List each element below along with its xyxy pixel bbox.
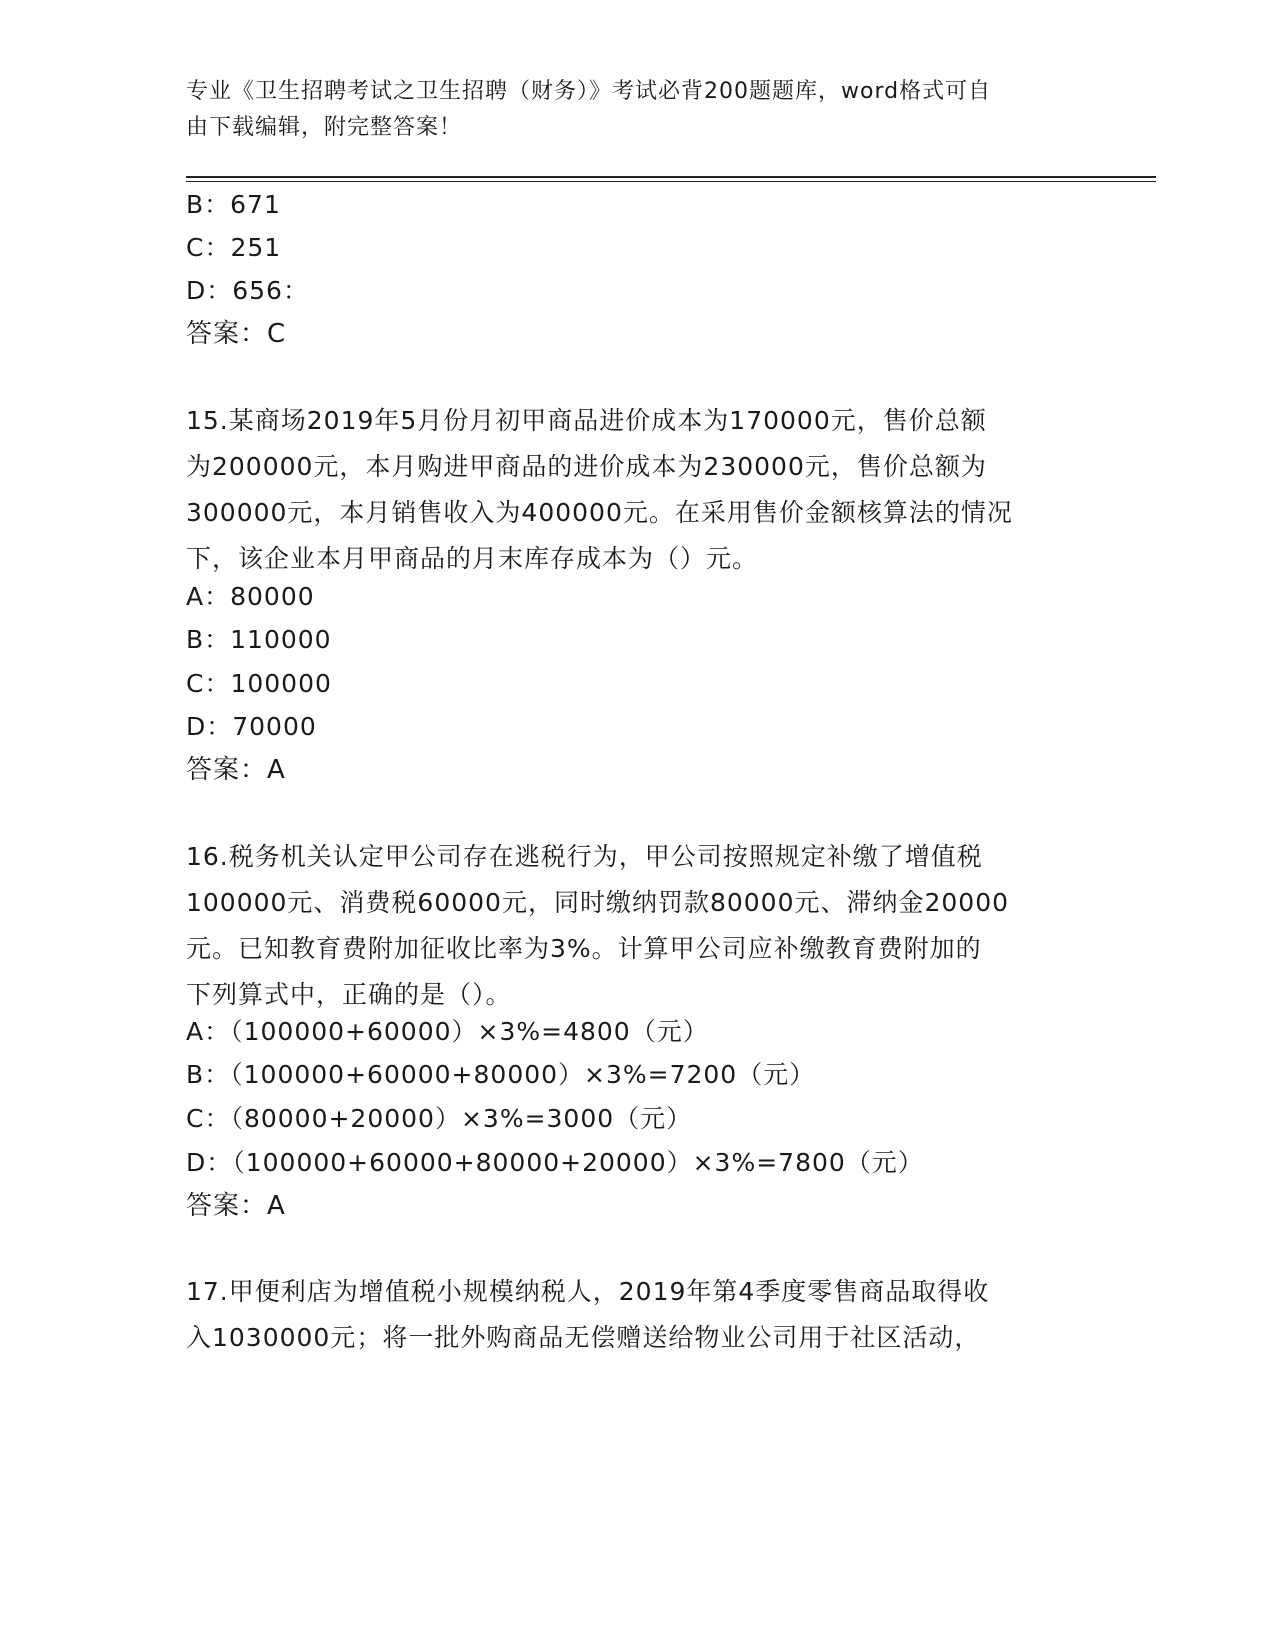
q15-stem-line: 15.某商场2019年5月份月初甲商品进价成本为170000元，售价总额 [186, 406, 987, 435]
q15-stem-line: 300000元，本月销售收入为400000元。在采用售价金额核算法的情况 [186, 498, 1013, 527]
q16-option-b: B：（100000+60000+80000）×3%=7200（元） [186, 1060, 816, 1089]
q16-stem [186, 834, 1086, 1018]
q15-option-b: B：110000 [186, 625, 332, 654]
q17-stem [186, 1269, 1086, 1361]
q16-stem-line: 元。已知教育费附加征收比率为3%。计算甲公司应补缴教育费附加的 [186, 934, 982, 963]
q15-stem-line: 为200000元，本月购进甲商品的进价成本为230000元，售价总额为 [186, 452, 987, 481]
q16-stem-line: 100000元、消费税60000元，同时缴纳罚款80000元、滞纳金20000 [186, 888, 1010, 917]
q15-option-c: C：100000 [186, 669, 332, 698]
q15-answer: 答案：A [186, 755, 286, 785]
q16-option-a: A：（100000+60000）×3%=4800（元） [186, 1017, 709, 1046]
q16-stem-line: 下列算式中，正确的是（）。 [186, 980, 512, 1009]
q15-option-d: D：70000 [186, 712, 317, 741]
q14-answer: 答案：C [186, 319, 287, 349]
q15-stem [186, 398, 1086, 582]
q17-stem-line: 入1030000元；将一批外购商品无偿赠送给物业公司用于社区活动， [186, 1323, 981, 1352]
q16-stem-line: 16.税务机关认定甲公司存在逃税行为，甲公司按照规定补缴了增值税 [186, 842, 983, 871]
q14-option-b: B：671 [186, 190, 281, 219]
q17-stem-line: 17.甲便利店为增值税小规模纳税人，2019年第4季度零售商品取得收 [186, 1277, 990, 1306]
q14-option-c: C：251 [186, 233, 282, 262]
q16-option-c: C：（80000+20000）×3%=3000（元） [186, 1104, 693, 1133]
q15-option-a: A：80000 [186, 582, 315, 611]
document-header [186, 74, 1066, 146]
q16-option-d: D：（100000+60000+80000+20000）×3%=7800（元） [186, 1148, 924, 1177]
q16-answer: 答案：A [186, 1191, 286, 1221]
header-line-2: 由下载编辑，附完整答案！ [186, 115, 463, 140]
q15-stem-line: 下，该企业本月甲商品的月末库存成本为（）元。 [186, 544, 759, 573]
header-line-1: 专业《卫生招聘考试之卫生招聘（财务）》考试必背200题题库，word格式可自 [186, 79, 992, 104]
header-rule-thick [186, 176, 1156, 178]
header-rule-thin [186, 181, 1156, 182]
q14-option-d: D：656： [186, 276, 309, 305]
